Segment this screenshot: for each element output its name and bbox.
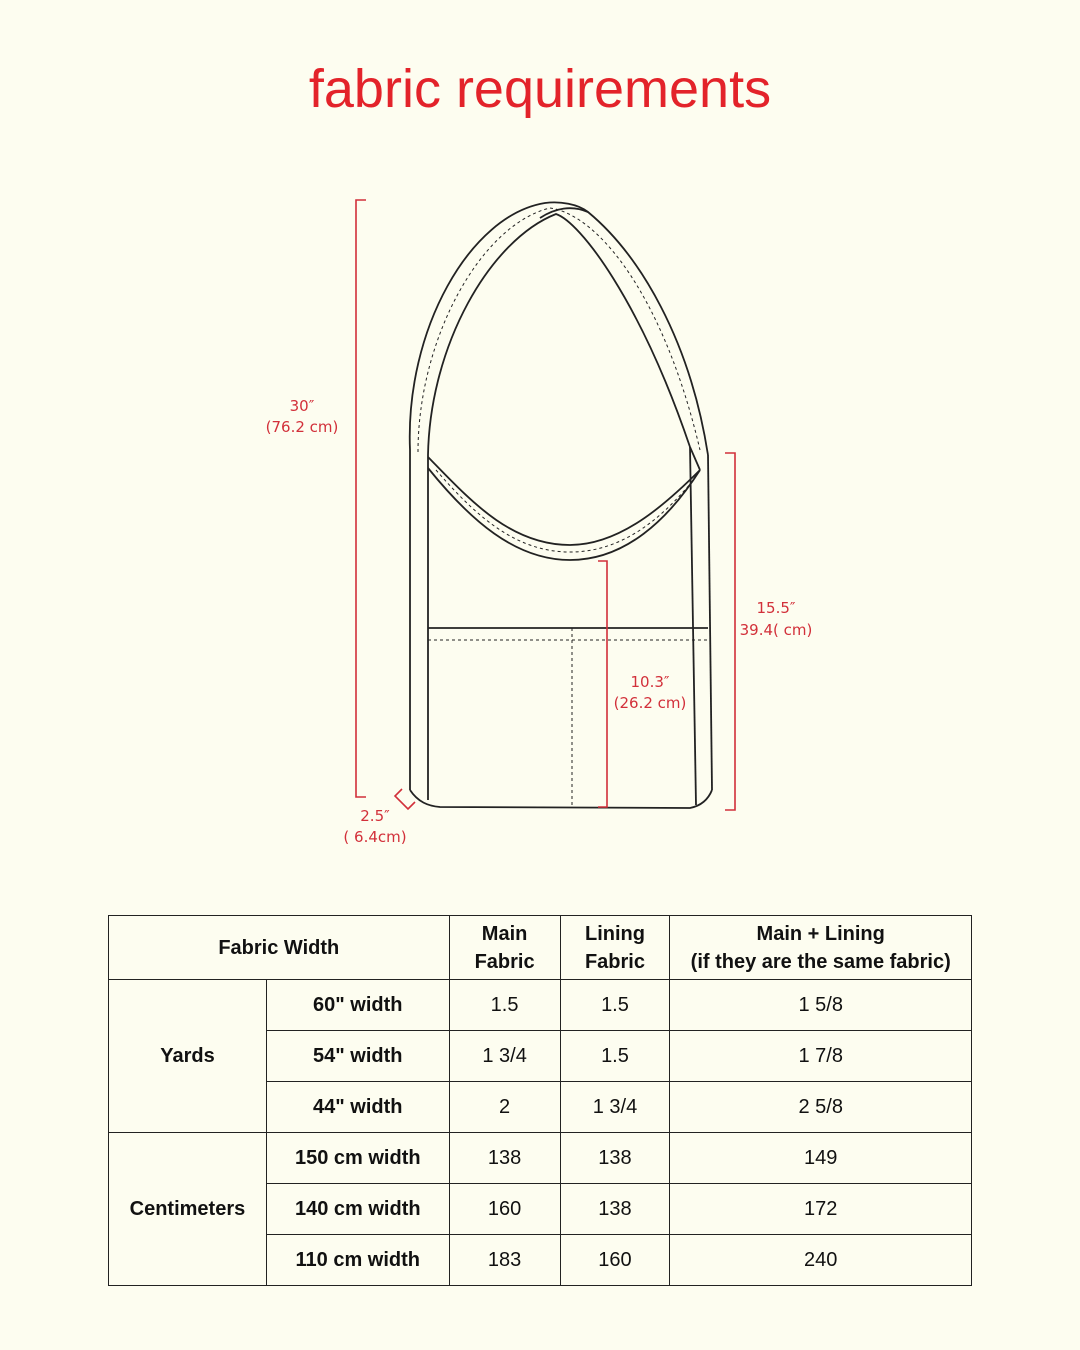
cell-combo: 1 5/8 <box>670 980 972 1031</box>
bag-illustration <box>410 202 712 808</box>
cell-main: 2 <box>449 1082 560 1133</box>
cell-lining: 138 <box>560 1184 670 1235</box>
cell-main: 1.5 <box>449 980 560 1031</box>
table-row <box>109 980 972 1031</box>
pocket-height-in: 10.3″ <box>630 673 670 691</box>
row-width: 60" width <box>266 980 449 1031</box>
table-header-row <box>109 916 972 980</box>
dimension-labels <box>266 397 813 846</box>
cell-lining: 1.5 <box>560 980 670 1031</box>
row-width: 54" width <box>266 1031 449 1082</box>
gusset-cm: ( 6.4cm) <box>343 828 407 846</box>
cell-main: 183 <box>449 1235 560 1286</box>
header-lining-fabric: Lining Fabric <box>560 916 670 980</box>
cell-lining: 1.5 <box>560 1031 670 1082</box>
row-width: 150 cm width <box>266 1133 449 1184</box>
cell-lining: 1 3/4 <box>560 1082 670 1133</box>
cell-combo: 1 7/8 <box>670 1031 972 1082</box>
cell-combo: 240 <box>670 1235 972 1286</box>
table-row <box>109 1133 972 1184</box>
row-width: 140 cm width <box>266 1184 449 1235</box>
cell-lining: 160 <box>560 1235 670 1286</box>
cell-lining: 138 <box>560 1133 670 1184</box>
row-width: 44" width <box>266 1082 449 1133</box>
pocket-height-cm: (26.2 cm) <box>613 694 687 712</box>
dimension-lines <box>356 200 735 810</box>
header-main-fabric: Main Fabric <box>449 916 560 980</box>
cell-main: 160 <box>449 1184 560 1235</box>
row-width: 110 cm width <box>266 1235 449 1286</box>
gusset-in: 2.5″ <box>360 807 390 825</box>
total-height-in: 30″ <box>289 397 315 415</box>
group-label-centimeters: Centimeters <box>109 1133 267 1286</box>
cell-main: 138 <box>449 1133 560 1184</box>
header-fabric-width: Fabric Width <box>109 916 450 980</box>
fabric-requirements-table <box>108 915 972 1286</box>
cell-combo: 172 <box>670 1184 972 1235</box>
cell-combo: 2 5/8 <box>670 1082 972 1133</box>
bag-height-in: 15.5″ <box>756 599 796 617</box>
cell-main: 1 3/4 <box>449 1031 560 1082</box>
cell-combo: 149 <box>670 1133 972 1184</box>
total-height-cm: (76.2 cm) <box>265 418 339 436</box>
group-label-yards: Yards <box>109 980 267 1133</box>
page-title: fabric requirements <box>308 59 772 119</box>
header-main-plus-lining: Main + Lining (if they are the same fabric) <box>670 916 972 980</box>
bag-height-cm: 39.4( cm) <box>739 621 813 639</box>
